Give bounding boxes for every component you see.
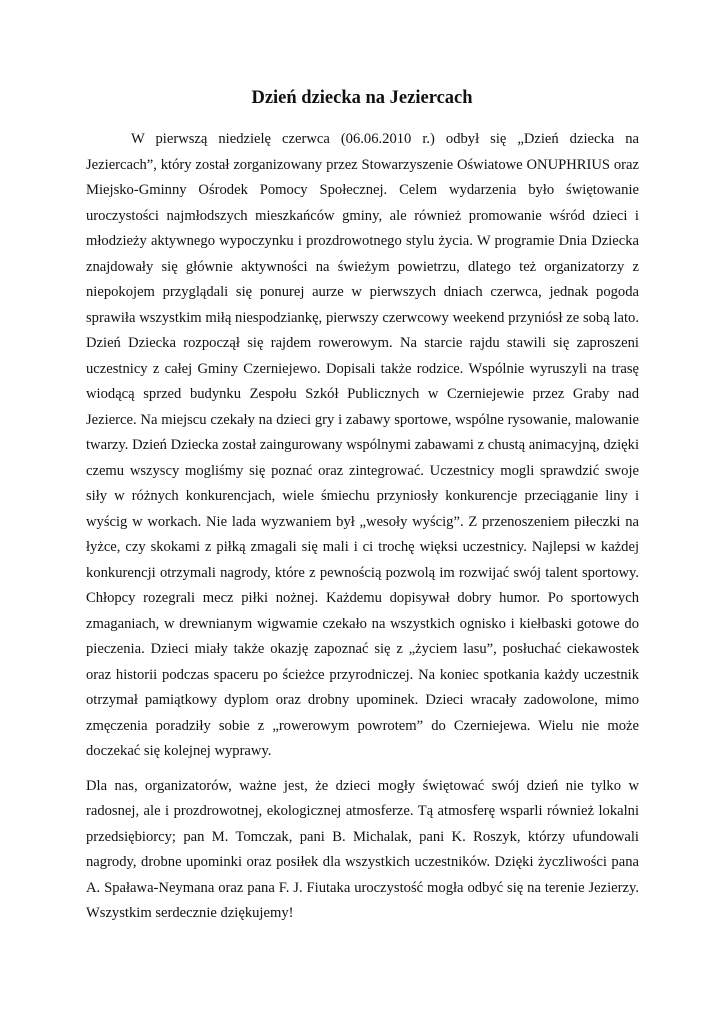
document-body bbox=[86, 127, 639, 927]
paragraph-event-report: W pierwszą niedzielę czerwca (06.06.2010 r.) odbył się „Dzień dziecka na Jeziercach”, który został zorganizowany przez Stowarzyszenie Oświatowe ONUPHRIUS oraz Miejsko-Gminny Ośrodek Pomocy Społecznej. Celem wydarzenia było świętowanie uroczystości najmłodszych mieszkańców gminy, ale również promowanie wśród dzieci i młodzieży aktywnego wypoczynku i prozdrowotnego stylu życia. W programie Dnia Dziecka znajdowały się głównie aktywności na świeżym powietrzu, dlatego też organizatorzy z niepokojem przyglądali się ponurej aurze w pierwszych dniach czerwca, jednak pogoda sprawiła wszystkim miłą niespodziankę, pierwszy czerwcowy weekend przyniósł ze sobą lato. Dzień Dziecka rozpoczął się rajdem rowerowym. Na starcie rajdu stawili się zaproszeni uczestnicy z całej Gminy Czerniejewo. Dopisali także rodzice. Wspólnie wyruszyli na trasę wiodącą sprzed budynku Zespołu Szkół Publicznych w Czerniejewie przez Graby nad Jezierce. Na miejscu czekały na dzieci gry i zabawy sportowe, wspólne rysowanie, malowanie twarzy. Dzień Dziecka został zaingurowany wspólnymi zabawami z chustą animacyjną, dzięki czemu wszyscy mogliśmy się poznać oraz zintegrować. Uczestnicy mogli sprawdzić swoje siły w różnych konkurencjach, wiele śmiechu przyniosły konkurencje przeciąganie liny i wyścig w workach. Nie lada wyzwaniem był „wesoły wyścig”. Z przenoszeniem piłeczki na łyżce, czy skokami z piłką zmagali się mali i ci trochę więksi uczestnicy. Najlepsi w każdej konkurencji otrzymali nagrody, które z pewnością pozwolą im rozwijać swój talent sportowy. Chłopcy rozegrali mecz piłki nożnej. Każdemu dopisywał dobry humor. Po sportowych zmaganiach, w drewnianym wigwamie czekało na wszystkich ognisko i kiełbaski gotowe do pieczenia. Dzieci miały także okazję zapoznać się z „życiem lasu”, posłuchać ciekawostek oraz historii podczas spaceru po ścieżce przyrodniczej. Na koniec spotkania każdy uczestnik otrzymał pamiątkowy dyplom oraz drobny upominek. Dzieci wracały zadowolone, mimo zmęczenia poradziły sobie z „rowerowym powrotem” do Czerniejewa. Wielu nie może doczekać się kolejnej wyprawy. bbox=[86, 131, 639, 759]
paragraph-thanks: Dla nas, organizatorów, ważne jest, że dzieci mogły świętować swój dzień nie tylko w radosnej, ale i prozdrowotnej, ekologicznej atmosferze. Tą atmosferę wsparli również lokalni przedsiębiorcy; pan M. Tomczak, pani B. Michalak, pani K. Roszyk, którzy ufundowali nagrody, drobne upominki oraz posiłek dla wszystkich uczestników. Dzięki życzliwości pana A. Spaława-Neymana oraz pana F. J. Fiutaka uroczystość mogła odbyć się na terenie Jezierzy. Wszystkim serdecznie dziękujemy! bbox=[86, 777, 639, 921]
document-title: Dzień dziecka na Jeziercach bbox=[251, 88, 473, 108]
